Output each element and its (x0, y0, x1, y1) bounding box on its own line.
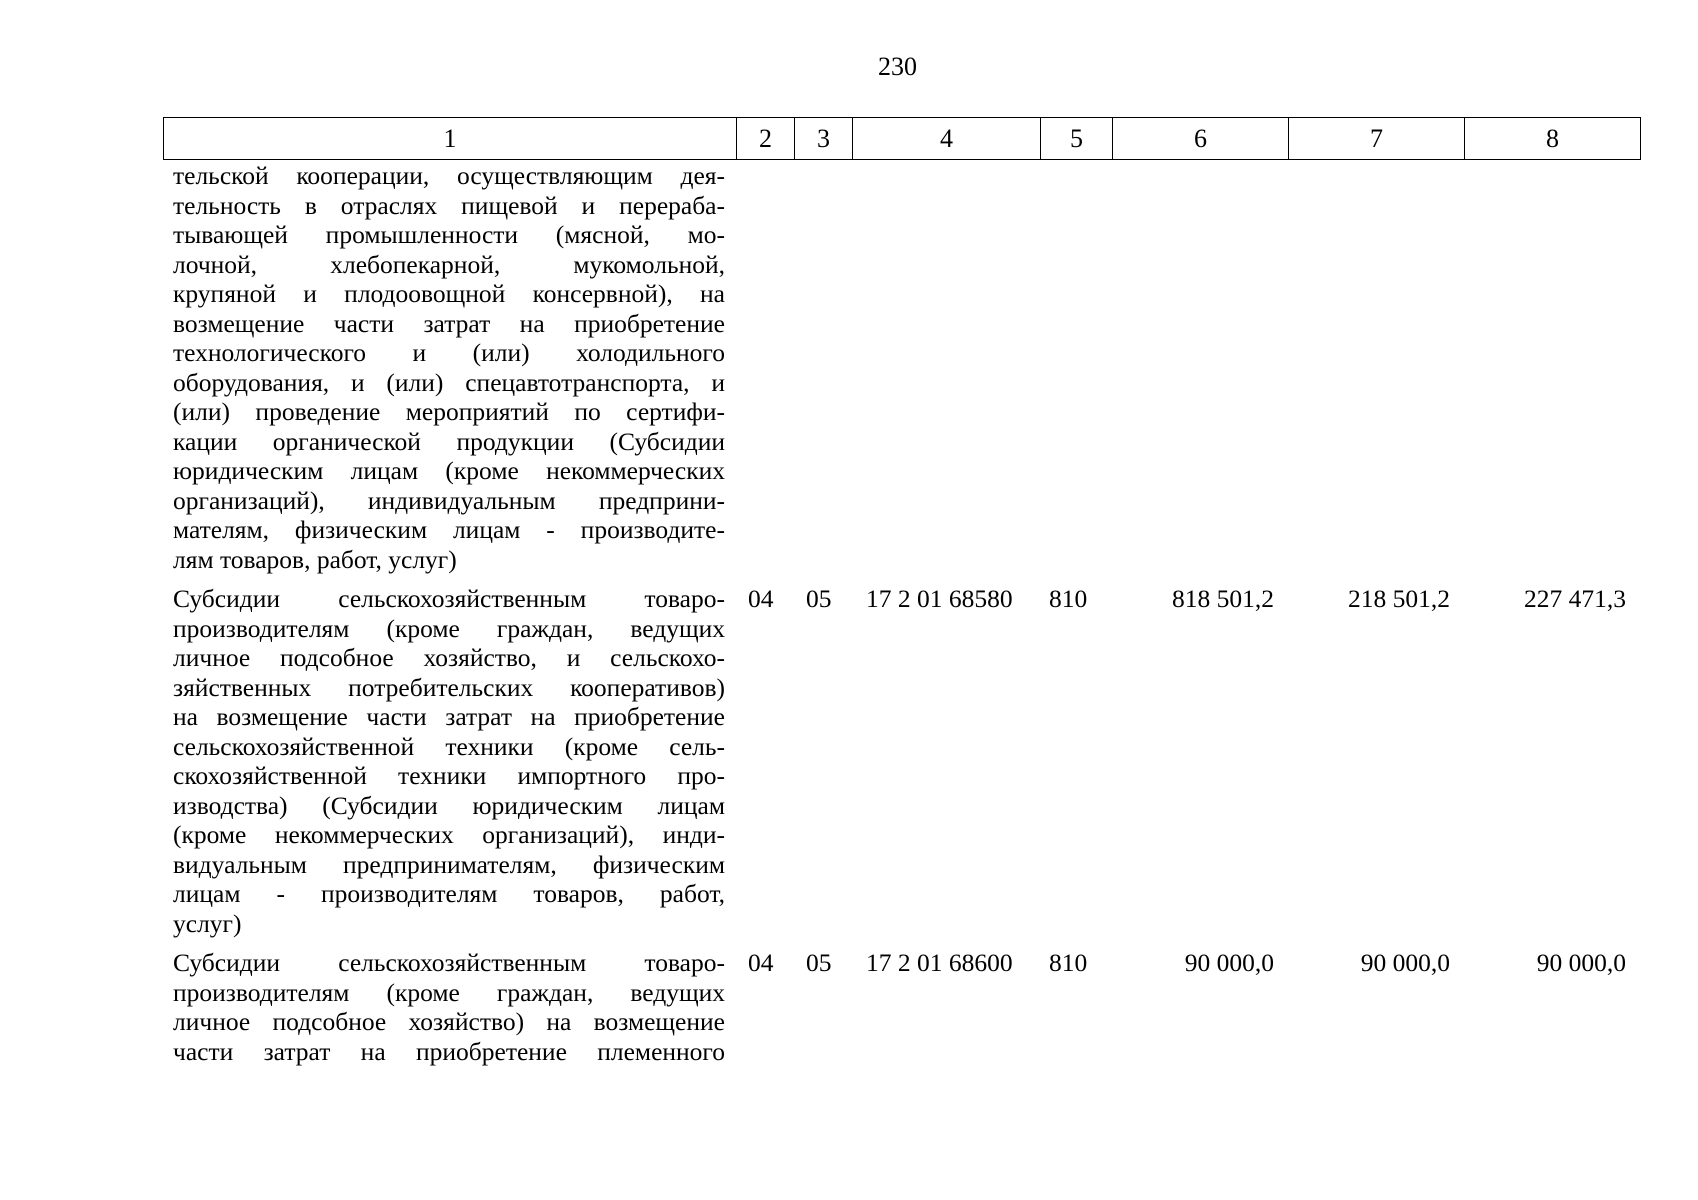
description-line: сельскохозяйственной техники (кроме сель- (173, 731, 725, 761)
target-article-code: 17 2 01 68600 (866, 948, 1013, 977)
amount-col-8: 227 471,3 (1524, 584, 1626, 613)
subsection-code: 05 (806, 948, 832, 977)
amount-col-6: 90 000,0 (1184, 948, 1274, 977)
description-line: услуг) (173, 908, 242, 938)
column-header-7: 7 (1289, 118, 1465, 160)
amount-col-8: 90 000,0 (1536, 948, 1626, 977)
description-line: оборудования, и (или) спецавтотранспорта, и (173, 367, 725, 397)
description-line: производителям (кроме граждан, ведущих (173, 977, 725, 1007)
description-line: лицам - производителям товаров, работ, (173, 879, 725, 908)
column-header-6: 6 (1113, 118, 1289, 160)
description-line: на возмещение части затрат на приобретение (173, 702, 725, 731)
description-line: технологического и (или) холодильного (173, 338, 725, 367)
description-line: (или) проведение мероприятий по сертифи- (173, 397, 725, 426)
description-line: крупяной и плодоовощной консервной), на (173, 279, 725, 308)
expense-type-code: 810 (1049, 584, 1088, 613)
description-line: Субсидии сельскохозяйственным товаро- (173, 948, 725, 977)
amount-col-6: 818 501,2 (1172, 584, 1274, 613)
column-header-table (163, 117, 1641, 160)
description-line: видуальным предпринимателям, физическим (173, 849, 725, 879)
description-line: производителям (кроме граждан, ведущих (173, 613, 725, 643)
section-code: 04 (748, 584, 774, 613)
description-line: зяйственных потребительских кооперативов) (173, 672, 725, 702)
column-header-5: 5 (1041, 118, 1113, 160)
description-line: тывающей промышленности (мясной, мо- (173, 220, 725, 249)
description-line: юридическим лицам (кроме некоммерческих (173, 456, 725, 485)
description-line: (кроме некоммерческих организаций), инди- (173, 820, 725, 849)
description-line: части затрат на приобретение племенного (173, 1036, 725, 1066)
column-header-8: 8 (1465, 118, 1641, 160)
description-line: возмещение части затрат на приобретение (173, 308, 725, 338)
description-line: тельность в отраслях пищевой и перераба- (173, 190, 725, 220)
description-line: тельской кооперации, осуществляющим дея- (173, 161, 725, 190)
description-line: мателям, физическим лицам - производите- (173, 515, 725, 544)
page-number: 230 (878, 52, 917, 81)
description-line: лям товаров, работ, услуг) (173, 544, 457, 574)
column-header-3: 3 (795, 118, 853, 160)
description-line: скохозяйственной техники импортного про- (173, 761, 725, 790)
description-line: изводства) (Субсидии юридическим лицам (173, 790, 725, 820)
column-header-4: 4 (853, 118, 1041, 160)
column-header-2: 2 (737, 118, 795, 160)
section-code: 04 (748, 948, 774, 977)
subsection-code: 05 (806, 584, 832, 613)
description-line: организаций), индивидуальным предприни- (173, 485, 725, 515)
amount-col-7: 218 501,2 (1348, 584, 1450, 613)
description-line: личное подсобное хозяйство, и сельскохо- (173, 643, 725, 672)
description-line: кации органической продукции (Субсидии (173, 426, 725, 456)
column-header-1: 1 (164, 118, 737, 160)
description-line: Субсидии сельскохозяйственным товаро- (173, 584, 725, 613)
expense-type-code: 810 (1049, 948, 1088, 977)
amount-col-7: 90 000,0 (1360, 948, 1450, 977)
column-header-row (164, 118, 1641, 160)
description-line: личное подсобное хозяйство) на возмещение (173, 1007, 725, 1036)
target-article-code: 17 2 01 68580 (866, 584, 1013, 613)
description-line: лочной, хлебопекарной, мукомольной, (173, 249, 725, 279)
